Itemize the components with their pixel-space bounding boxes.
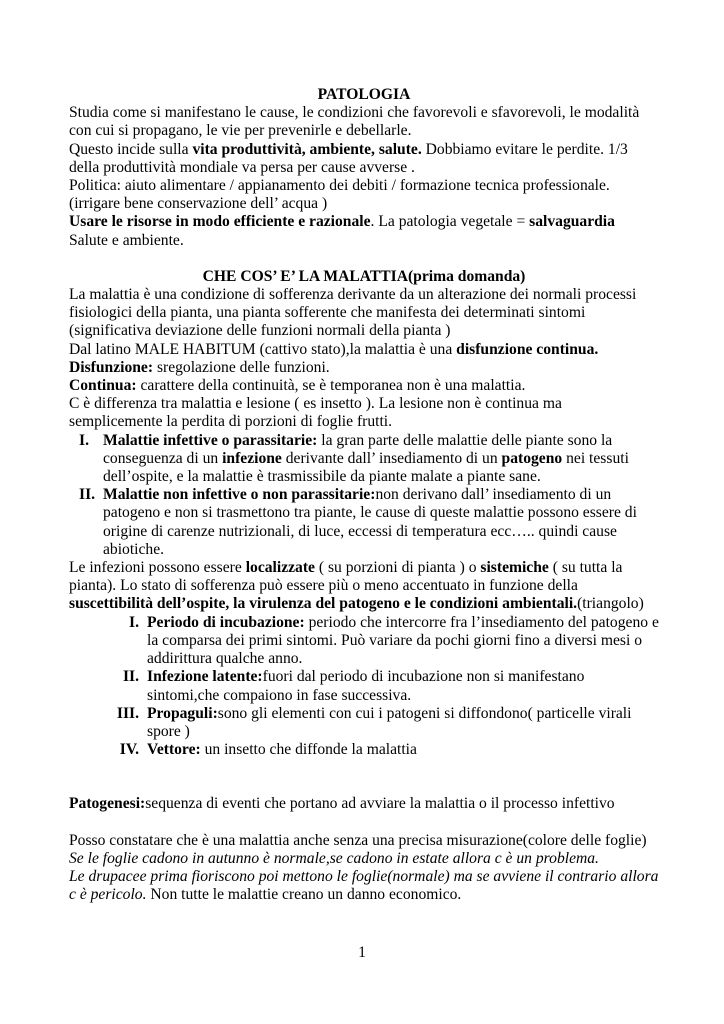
intro-paragraph-3: Politica: aiuto alimentare / appianamento dei debiti / formazione tecnica professionale. (irrigare bene conservazione dell’ acqua ) bbox=[69, 177, 610, 213]
latin-origin-paragraph: Dal latino MALE HABITUM (cattivo stato),la malattia è una disfunzione continua. bbox=[69, 340, 599, 358]
list-item: III. Propaguli:sono gli elementi con cui i patogeni si diffondono( particelle virali spore ) bbox=[116, 704, 632, 740]
section-heading: CHE COS’ E’ LA MALATTIA(prima domanda) bbox=[202, 267, 526, 285]
page-title: PATOLOGIA bbox=[317, 86, 411, 103]
document-body bbox=[69, 86, 659, 904]
infections-paragraph: Le infezioni possono essere localizzate ( su porzioni di pianta ) o sistemiche ( su tutta la pianta). Lo stato di sofferenza può essere più o meno accentuato in funzione della suscettibilità dell’ospite, la virulenza del patogeno e le condizioni ambientali.(triangolo) bbox=[69, 559, 644, 613]
lesione-paragraph: C è differenza tra malattia e lesione ( es insetto ). La lesione non è continua ma semplicemente la perdita di porzioni di foglie frutti. bbox=[69, 395, 562, 431]
disease-types-list bbox=[69, 432, 659, 559]
list-item: II. Malattie non infettive o non parassitarie:non derivano dall’ insediamento di un patogeno e non si trasmettono tra piante, le cause di queste malattie possono essere di origine di carenze nutrizionali, di luce, eccessi di temperatura ecc….. quindi cause abiotiche. bbox=[79, 486, 637, 558]
italic-paragraph-1: Se le foglie cadono in autunno è normale,se cadono in estate allora c è un problema. bbox=[69, 849, 599, 867]
list-item: IV. Vettore: un insetto che diffonde la malattia bbox=[119, 741, 417, 759]
intro-paragraph-4: Usare le risorse in modo efficiente e razionale. La patologia vegetale = salvaguardia bbox=[69, 213, 615, 231]
patogenesi-paragraph: Patogenesi:sequenza di eventi che portano ad avviare la malattia o il processo infettivo bbox=[69, 795, 615, 813]
disfunzione-paragraph: Disfunzione: sregolazione delle funzioni. bbox=[69, 358, 330, 376]
definition-paragraph: La malattia è una condizione di sofferenza derivante da un alterazione dei normali processi fisiologici della pianta, una pianta sofferente che manifesta dei determinati sintomi (significativa deviazione delle funzioni normali della pianta ) bbox=[69, 286, 637, 340]
intro-paragraph-2: Questo incide sulla vita produttività, ambiente, salute. Dobbiamo evitare le perdite. 1/3 della produttività mondiale va persa per cause avverse . bbox=[69, 140, 628, 176]
list-item: I. Periodo di incubazione: periodo che intercorre fra l’insediamento del patogeno e la comparsa dei primi sintomi. Può variare da pochi giorni fino a diversi mesi o addirittura qualche anno. bbox=[129, 613, 659, 668]
infection-terms-list bbox=[69, 614, 659, 760]
italic-paragraph-2: Le drupacee prima fioriscono poi mettono le foglie(normale) ma se avviene il contrario allora c è pericolo. Non tutte le malattie creano un danno economico. bbox=[69, 867, 659, 904]
list-item: II. Infezione latente:fuori dal periodo di incubazione non si manifestano sintomi,che compaiono in fase successiva. bbox=[122, 668, 585, 704]
continua-paragraph: Continua: carattere della continuità, se è temporanea non è una malattia. bbox=[69, 377, 526, 395]
list-item: I. Malattie infettive o parassitarie: la gran parte delle malattie delle piante sono la conseguenza di un infezione derivante dall’ insediamento di un patogeno nei tessuti dell’ospite, e la malattie è trasmissibile da piante malate a piante sane. bbox=[79, 431, 629, 486]
page-number: 1 bbox=[358, 944, 366, 961]
closing-paragraph: Posso constatare che è una malattia anche senza una precisa misurazione(colore delle foglie) bbox=[69, 831, 647, 849]
intro-paragraph-1: Studia come si manifestano le cause, le condizioni che favorevoli e sfavorevoli, le modalità con cui si propagano, le vie per prevenirle e debellarle. bbox=[69, 104, 640, 140]
intro-paragraph-5: Salute e ambiente. bbox=[69, 231, 184, 249]
